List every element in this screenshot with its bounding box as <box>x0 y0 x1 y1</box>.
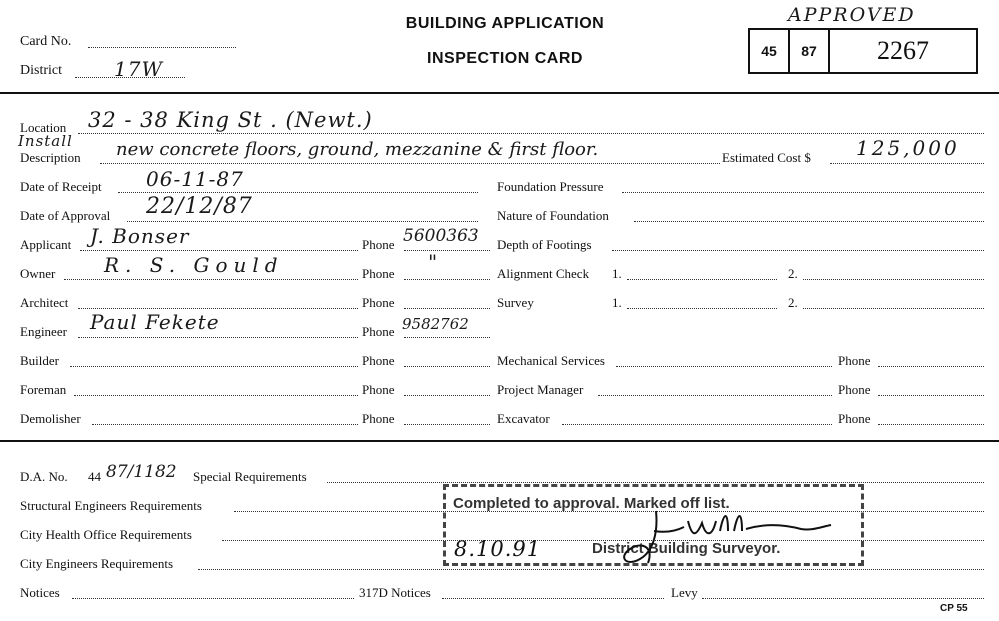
engineer-value: Paul Fekete <box>90 310 220 334</box>
mechanical-label: Mechanical Services <box>497 353 605 368</box>
alignment-check-2-field[interactable] <box>803 279 984 280</box>
estimated-cost-field[interactable] <box>830 163 984 164</box>
form-code: CP 55 <box>940 603 968 614</box>
mechanical-phone-field[interactable] <box>878 366 984 367</box>
date-receipt-label: Date of Receipt <box>20 179 102 194</box>
depth-footings-label: Depth of Footings <box>497 237 592 252</box>
completion-stamp <box>443 484 864 566</box>
owner-value: R. S. Gould <box>104 253 284 277</box>
foreman-phone-label: Phone <box>362 382 395 397</box>
description-value: new concrete floors, ground, mezzanine & first floor. <box>116 139 599 160</box>
architect-phone-field[interactable] <box>404 308 490 309</box>
stamp-line2: District Building Surveyor. <box>592 540 781 557</box>
levy-field[interactable] <box>702 598 984 599</box>
description-label: Description <box>20 150 81 165</box>
stamp-date: 8.10.91 <box>454 537 542 561</box>
stamp-line1: Completed to approval. Marked off list. <box>453 495 730 512</box>
location-field[interactable] <box>78 133 984 134</box>
description-prefix: Install <box>18 132 73 150</box>
da-no-value: 87/1182 <box>106 462 177 482</box>
builder-phone-label: Phone <box>362 353 395 368</box>
estimated-cost-label: Estimated Cost $ <box>722 150 811 165</box>
engineer-field[interactable] <box>78 337 358 338</box>
applicant-field[interactable] <box>80 250 358 251</box>
location-value: 32 - 38 King St . (Newt.) <box>88 108 373 132</box>
code-a: 45 <box>750 30 790 72</box>
description-field[interactable] <box>100 163 720 164</box>
foundation-pressure-label: Foundation Pressure <box>497 179 604 194</box>
owner-label: Owner <box>20 266 56 281</box>
location-label: Location <box>20 120 67 135</box>
architect-field[interactable] <box>78 308 358 309</box>
form-title-line2: INSPECTION CARD <box>427 50 583 67</box>
engineer-label: Engineer <box>20 324 67 339</box>
form-title-line1: BUILDING APPLICATION <box>405 15 605 32</box>
estimated-cost-value: 125,000 <box>856 136 960 160</box>
project-manager-phone-label: Phone <box>838 382 871 397</box>
date-receipt-value: 06-11-87 <box>146 167 244 191</box>
project-manager-field[interactable] <box>598 395 832 396</box>
approved-note: APPROVED <box>788 4 916 26</box>
owner-phone-value: " <box>428 250 439 274</box>
survey-2-label: 2. <box>788 295 798 310</box>
engineer-phone-field[interactable] <box>404 337 490 338</box>
header-divider <box>0 92 999 94</box>
architect-phone-label: Phone <box>362 295 395 310</box>
foreman-label: Foreman <box>20 382 67 397</box>
district-label: District <box>20 63 62 78</box>
owner-phone-field[interactable] <box>404 279 490 280</box>
levy-label: Levy <box>671 585 698 600</box>
excavator-phone-label: Phone <box>838 411 871 426</box>
applicant-phone-field[interactable] <box>404 250 490 251</box>
notices-317d-field[interactable] <box>442 598 664 599</box>
date-approval-field[interactable] <box>127 221 478 222</box>
engineer-phone-label: Phone <box>362 324 395 339</box>
owner-field[interactable] <box>64 279 358 280</box>
demolisher-phone-label: Phone <box>362 411 395 426</box>
alignment-check-label: Alignment Check <box>497 266 590 281</box>
excavator-field[interactable] <box>562 424 832 425</box>
foundation-pressure-field[interactable] <box>622 192 984 193</box>
code-number: 2267 <box>877 36 929 65</box>
foreman-phone-field[interactable] <box>404 395 490 396</box>
demolisher-phone-field[interactable] <box>404 424 490 425</box>
reference-code-box <box>748 28 978 74</box>
survey-label: Survey <box>497 295 534 310</box>
structural-label: Structural Engineers Requirements <box>20 498 202 513</box>
mechanical-field[interactable] <box>616 366 832 367</box>
engineer-phone-value: 9582762 <box>402 315 469 333</box>
city-engineers-field[interactable] <box>198 569 984 570</box>
district-value: 17W <box>114 57 164 81</box>
builder-phone-field[interactable] <box>404 366 490 367</box>
foreman-field[interactable] <box>74 395 358 396</box>
builder-label: Builder <box>20 353 59 368</box>
demolisher-label: Demolisher <box>20 411 81 426</box>
date-approval-label: Date of Approval <box>20 208 111 223</box>
card-no-label: Card No. <box>20 34 72 49</box>
notices-label: Notices <box>20 585 60 600</box>
da-no-label: D.A. No. <box>20 469 68 484</box>
date-receipt-field[interactable] <box>118 192 478 193</box>
notices-317d-label: 317D Notices <box>359 585 431 600</box>
city-engineers-label: City Engineers Requirements <box>20 556 174 571</box>
excavator-phone-field[interactable] <box>878 424 984 425</box>
alignment-check-1-field[interactable] <box>627 279 777 280</box>
project-manager-label: Project Manager <box>497 382 584 397</box>
main-divider <box>0 440 999 442</box>
alignment-check-2-label: 2. <box>788 266 798 281</box>
depth-footings-field[interactable] <box>612 250 984 251</box>
survey-1-label: 1. <box>612 295 622 310</box>
applicant-phone-value: 5600363 <box>403 226 479 246</box>
excavator-label: Excavator <box>497 411 550 426</box>
signature-graphic <box>596 501 846 577</box>
notices-field[interactable] <box>72 598 354 599</box>
da-no-prefix: 44 <box>88 469 101 484</box>
mechanical-phone-label: Phone <box>838 353 871 368</box>
code-b: 87 <box>790 30 830 72</box>
survey-2-field[interactable] <box>803 308 984 309</box>
health-label: City Health Office Requirements <box>20 527 192 542</box>
owner-phone-label: Phone <box>362 266 395 281</box>
nature-foundation-field[interactable] <box>634 221 984 222</box>
special-req-label: Special Requirements <box>193 469 307 484</box>
architect-label: Architect <box>20 295 69 310</box>
builder-field[interactable] <box>70 366 358 367</box>
date-approval-value: 22/12/87 <box>146 194 253 219</box>
nature-foundation-label: Nature of Foundation <box>497 208 609 223</box>
alignment-check-1-label: 1. <box>612 266 622 281</box>
applicant-label: Applicant <box>20 237 72 252</box>
demolisher-field[interactable] <box>92 424 358 425</box>
applicant-value: J. Bonser <box>90 224 190 248</box>
survey-1-field[interactable] <box>627 308 777 309</box>
card-no-field[interactable] <box>88 47 236 48</box>
applicant-phone-label: Phone <box>362 237 395 252</box>
project-manager-phone-field[interactable] <box>878 395 984 396</box>
special-req-field[interactable] <box>327 482 984 483</box>
